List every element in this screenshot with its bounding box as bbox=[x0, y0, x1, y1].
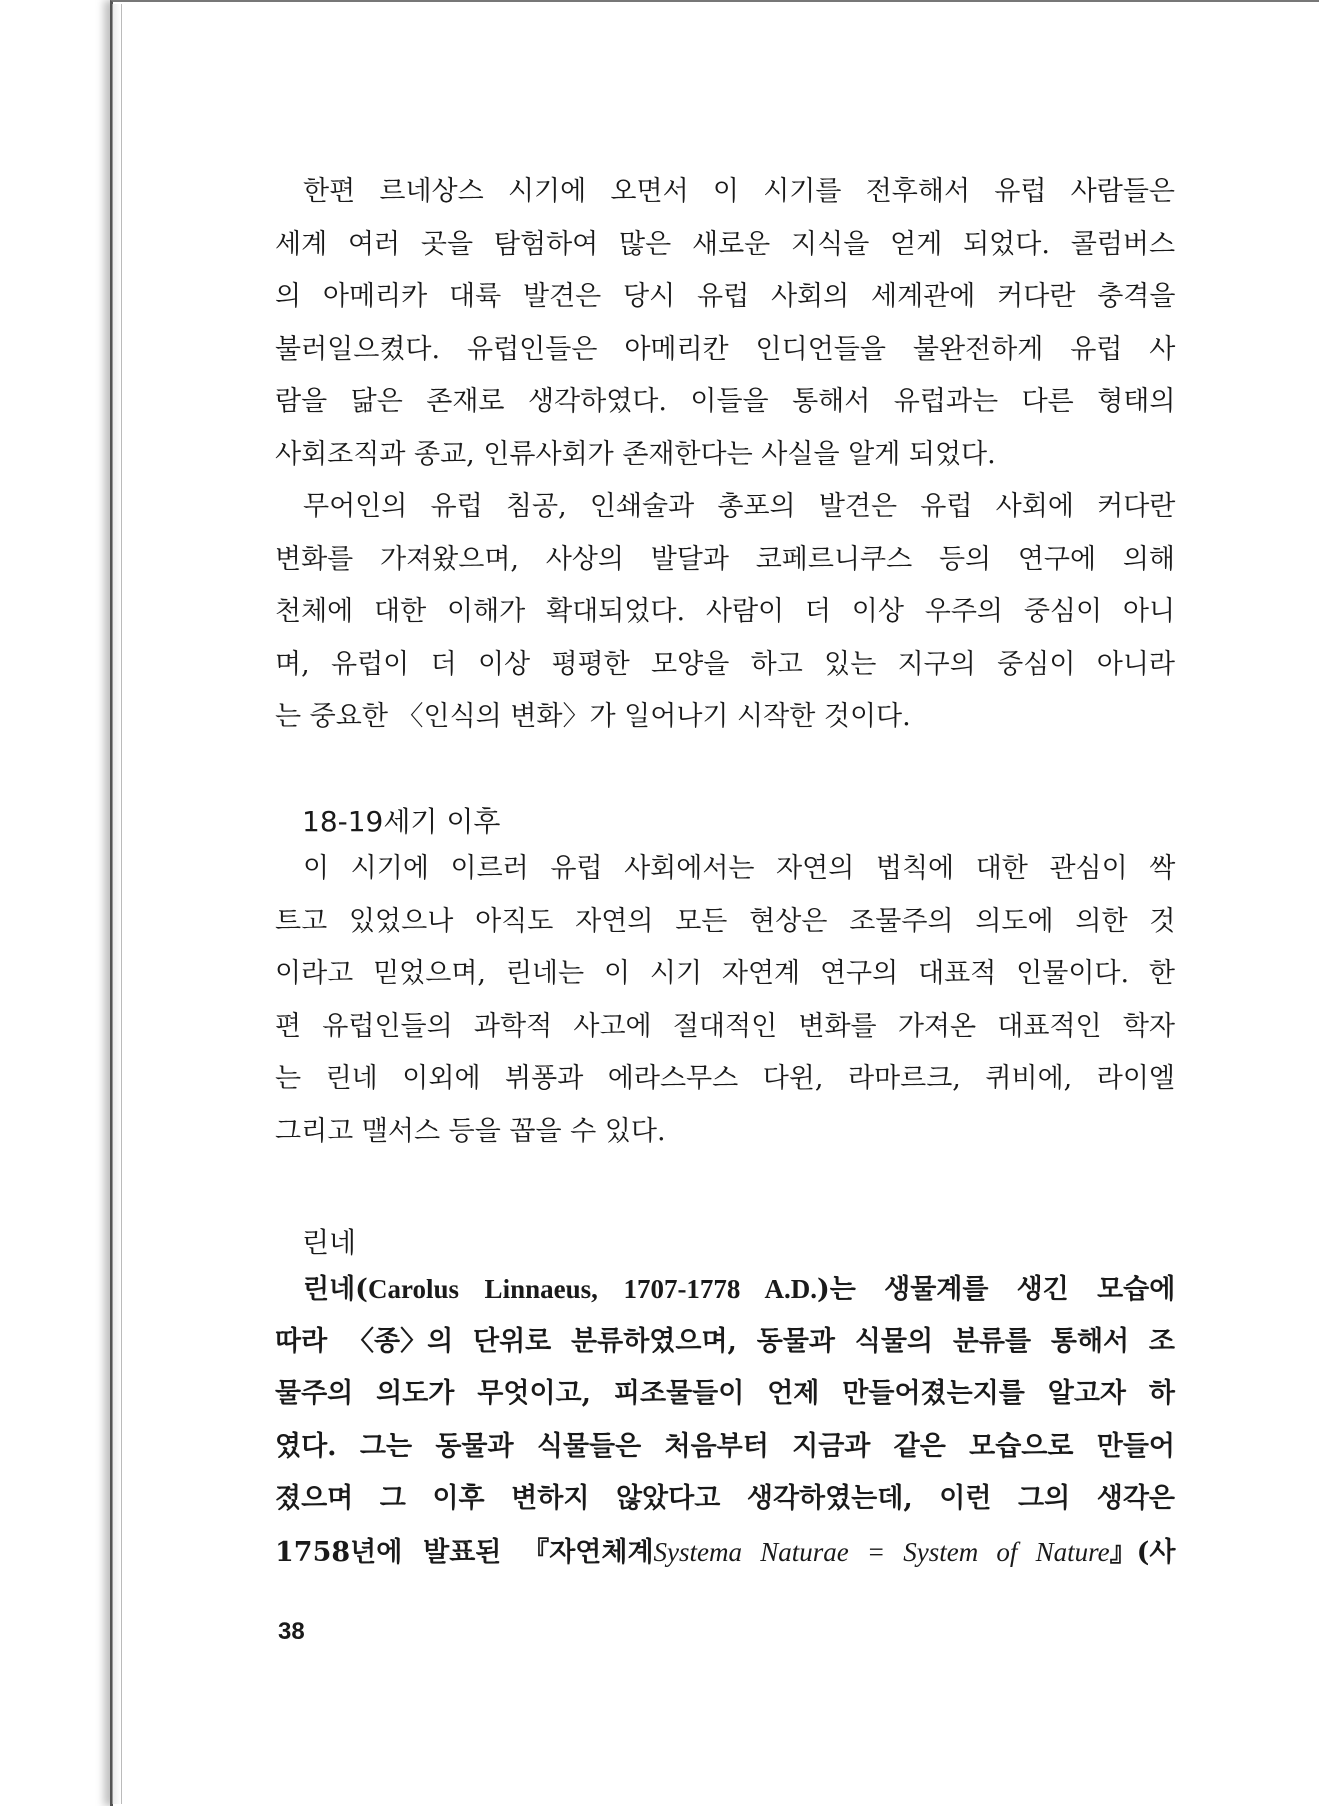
text-line: 이 시기에 이르러 유럽 사회에서는 자연의 법칙에 대한 관심이 싹 bbox=[303, 853, 1176, 884]
paragraph-perception-change bbox=[275, 481, 1175, 744]
text-line: 따라 〈종〉의 단위로 분류하였으며, 동물과 식물의 분류를 통해서 조 bbox=[275, 1325, 1175, 1357]
section-heading-18-19-century: 18-19세기 이후 bbox=[302, 805, 501, 838]
section-heading-linnaeus: 린네 bbox=[302, 1226, 357, 1259]
text-line: 사회조직과 종교, 인류사회가 존재한다는 사실을 알게 되었다. bbox=[275, 438, 996, 470]
text-line: 변화를 가져왔으며, 사상의 발달과 코페르니쿠스 등의 연구에 의해 bbox=[275, 543, 1175, 575]
latin-name-dates: Carolus Linnaeus, 1707-1778 A.D. bbox=[367, 1274, 818, 1304]
text-line: 편 유럽인들의 과학적 사고에 절대적인 변화를 가져온 대표적인 학자 bbox=[275, 1010, 1175, 1042]
text-line: 며, 유럽이 더 이상 평평한 모양을 하고 있는 지구의 중심이 아니라 bbox=[275, 648, 1175, 680]
text-line: 한편 르네상스 시기에 오면서 이 시기를 전후해서 유럽 사람들은 bbox=[303, 176, 1175, 207]
text-line: 졌으며 그 이후 변하지 않았다고 생각하였는데, 이런 그의 생각은 bbox=[275, 1483, 1175, 1514]
text-line: 의 아메리카 대륙 발견은 당시 유럽 사회의 세계관에 커다란 충격을 bbox=[275, 281, 1176, 312]
text-line: 였다. 그는 동물과 식물들은 처음부터 지금과 같은 모습으로 만들어 bbox=[275, 1430, 1175, 1462]
text-line bbox=[275, 1526, 1175, 1579]
text-fragment: 1758년에 발표된 『자연체계 bbox=[275, 1536, 654, 1568]
paragraph-renaissance-exploration bbox=[275, 166, 1175, 481]
text-fragment: )는 생물계를 생긴 모습에 bbox=[817, 1274, 1176, 1305]
paragraph-linnaeus bbox=[275, 1263, 1175, 1578]
text-line: 물주의 의도가 무엇이고, 피조물들이 언제 만들어졌는지를 알고자 하 bbox=[275, 1378, 1175, 1409]
text-line: 무어인의 유럽 침공, 인쇄술과 총포의 발견은 유럽 사회에 커다란 bbox=[303, 491, 1176, 522]
page-binding-edge bbox=[112, 4, 122, 1804]
text-line: 그리고 맬서스 등을 꼽을 수 있다. bbox=[275, 1115, 666, 1147]
text-line: 는 중요한 〈인식의 변화〉가 일어나기 시작한 것이다. bbox=[275, 701, 911, 732]
text-fragment: 린네( bbox=[303, 1274, 368, 1305]
paragraph-natural-law bbox=[275, 843, 1175, 1158]
text-line: 천체에 대한 이해가 확대되었다. 사람이 더 이상 우주의 중심이 아니 bbox=[275, 596, 1176, 627]
text-line: 람을 닮은 존재로 생각하였다. 이들을 통해서 유럽과는 다른 형태의 bbox=[275, 386, 1176, 417]
text-fragment: 』(사 bbox=[1109, 1536, 1176, 1568]
text-line: 세계 여러 곳을 탐험하여 많은 새로운 지식을 얻게 되었다. 콜럼버스 bbox=[275, 228, 1176, 260]
text-line: 이라고 믿었으며, 린네는 이 시기 자연계 연구의 대표적 인물이다. 한 bbox=[275, 958, 1175, 989]
text-line bbox=[275, 1263, 1175, 1316]
page-number: 38 bbox=[278, 1618, 305, 1645]
text-line: 불러일으켰다. 유럽인들은 아메리칸 인디언들을 불완전하게 유럽 사 bbox=[275, 333, 1176, 365]
text-line: 는 린네 이외에 뷔퐁과 에라스무스 다윈, 라마르크, 퀴비에, 라이엘 bbox=[275, 1063, 1175, 1094]
book-title-latin: Systema Naturae = System of Nature bbox=[653, 1536, 1110, 1567]
text-line: 트고 있었으나 아직도 자연의 모든 현상은 조물주의 의도에 의한 것 bbox=[275, 905, 1176, 937]
